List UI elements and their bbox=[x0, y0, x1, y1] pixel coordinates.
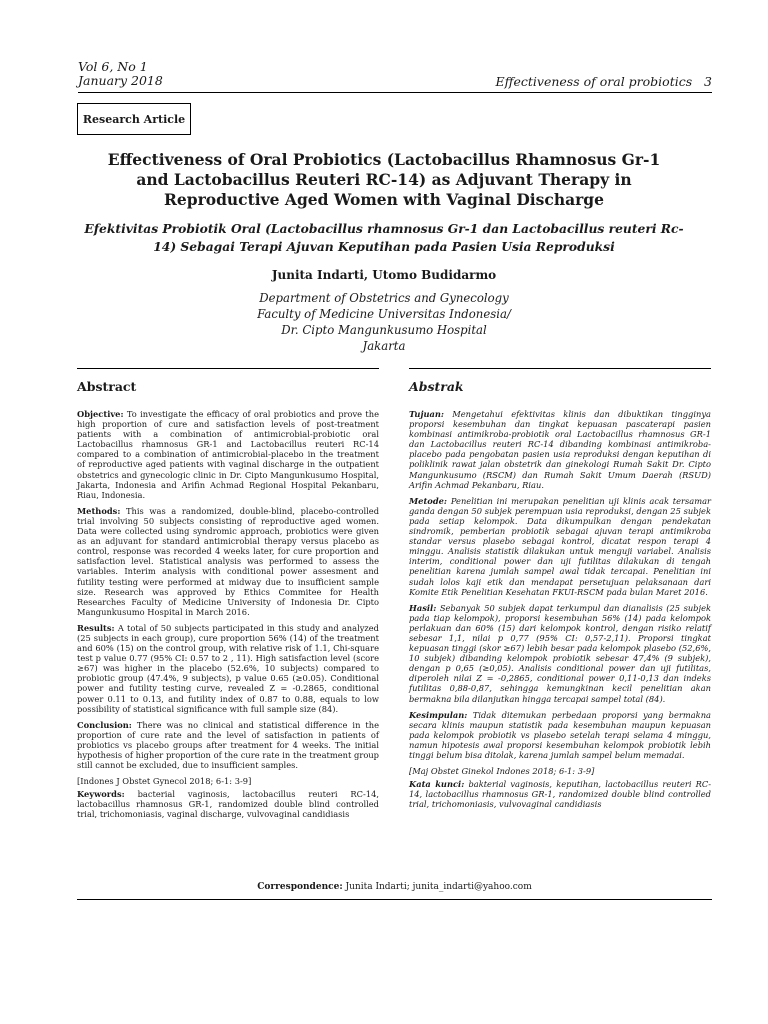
section-label: Tujuan: bbox=[409, 409, 444, 419]
affiliation-line: Jakarta bbox=[362, 339, 406, 353]
abstract-heading: Abstrak bbox=[409, 379, 464, 394]
volume-number: Vol 6, No 1 bbox=[78, 59, 148, 74]
section-text: This was a randomized, double-blind, placebo-controlled trial involving 50 subjects consisting of reproductive aged women. Data were collected using syndromic approach, probiotics were given as an adjuvant for standard antimicrobial therapy versus placebo as control, response was recorded 4 weeks later, for cure proportion and satisfaction level. Statistical analysis was performed to assess the variables. Interim analysis with conditional power assesment and futility testing were performed at midway due to insufficient sample size. Research was approved by Ethics Commitee for Health Researches Faculty of Medicine University of Indonesia Dr. Cipto Mangunkusumo Hospital in March 2016. bbox=[77, 505, 380, 617]
abstract-body bbox=[77, 409, 379, 826]
objective-paragraph bbox=[409, 409, 711, 490]
affiliation-line: Dr. Cipto Mangunkusumo Hospital bbox=[281, 323, 487, 337]
abstract-heading: Abstract bbox=[77, 379, 137, 394]
section-text: A total of 50 subjects participated in this study and analyzed (25 subjects in each group), cure proportion 56% (14) of the treatment and 60% (15) on the control group, with relative risk of 1.1, Chi-square test p value 0.77 (95% CI: 0.57 to 2 , 11). High satisfaction level (score ≥67) was higher in the placebo (52.6%, 10 subjects) compared to probiotic group (47.4%, 9 subjects), p value 0.65 (≥0.05). Conditional power and futility testing curve, revealed Z = -0.2865, conditional power 0.11 to 0.13, and futility index of 0.87 to 0.88, equals to low possibility of statistical significance with full sample size (84). bbox=[77, 622, 379, 714]
correspondence-label: Correspondence: bbox=[257, 882, 343, 892]
section-label: Results: bbox=[77, 622, 115, 633]
keywords-paragraph bbox=[409, 779, 711, 809]
article-type-badge: Research Article bbox=[77, 103, 191, 135]
abstract-body bbox=[409, 409, 711, 815]
issue-info bbox=[78, 60, 163, 88]
methods-paragraph bbox=[77, 506, 379, 617]
running-title: Effectiveness of oral probiotics 3 bbox=[495, 74, 712, 89]
section-text: Mengetahui efektivitas klinis dan dibuktikan tingginya proporsi kesembuhan dan tingkat kepuasan pascaterapi pasien kombinasi antimikroba-probiotik oral Lactobacillus rhamnosus GR-1 dan Lactobacillus reuteri RC-14 dibanding kombinasi antimikroba-placebo pada pengobatan pasien usia reproduksi dengan keputihan di poliklinik rawat jalan obstetrik dan ginekologi Rumah Sakit Dr. Cipto Mangunkusumo (RSCM) dan Rumah Sakit Umum Daerah (RSUD) Arifin Achmad Pekanbaru, Riau. bbox=[409, 409, 711, 490]
section-label: Methods: bbox=[77, 505, 121, 516]
abstract-english bbox=[77, 368, 380, 820]
article-subtitle: Efektivitas Probiotik Oral (Lactobacillus rhamnosus Gr-1 dan Lactobacillus reuteri Rc-14) Sebagai Terapi Ajuvan Keputihan pada Pasien Usia Reproduksi bbox=[84, 221, 684, 254]
conclusion-paragraph bbox=[77, 720, 379, 770]
affiliation-line: Faculty of Medicine Universitas Indonesia/ bbox=[257, 307, 511, 321]
correspondence bbox=[77, 882, 712, 900]
section-label: Conclusion: bbox=[77, 719, 132, 730]
keywords-paragraph bbox=[77, 789, 379, 819]
results-paragraph bbox=[77, 623, 379, 714]
section-text: Tidak ditemukan perbedaan proporsi yang bermakna secara klinis maupun statistik pada kesembuhan maupun kepuasan pada kelompok probiotik vs plasebo setelah terapi selama 4 minggu, namun hipotesis awal proporsi kesembuhan kelompok probiotik lebih tinggi belum bisa ditolak, karena jumlah sampel belum memadai. bbox=[409, 709, 712, 760]
author-list: Junita Indarti, Utomo Budidarmo bbox=[271, 268, 497, 282]
affiliation-line: Department of Obstetrics and Gynecology bbox=[259, 291, 509, 305]
section-label: Metode: bbox=[409, 495, 447, 506]
citation: [Indones J Obstet Gynecol 2018; 6-1: 3-9] bbox=[77, 776, 252, 787]
methods-paragraph bbox=[409, 496, 711, 597]
section-label: Keywords: bbox=[77, 789, 125, 800]
section-label: Kata kunci: bbox=[409, 779, 465, 790]
section-text: bacterial vaginosis, lactobacillus reuteri RC-14, lactobacillus rhamnosus GR-1, randomized double blind controlled trial, trichomoniasis, vaginal discharge, vulvovaginal candidiasis bbox=[77, 789, 379, 820]
affiliation bbox=[0, 290, 768, 354]
section-label: Hasil: bbox=[409, 602, 437, 613]
objective-paragraph bbox=[77, 409, 379, 500]
conclusion-paragraph bbox=[409, 710, 711, 760]
section-text: bakterial vaginosis, keputihan, lactobacillus reuteri RC-14, lactobacillus rhamnosus GR-1, randomized double blind controlled trial, trichomoniasis, vulvovaginal candidiasis bbox=[409, 779, 712, 810]
section-text: There was no clinical and statistical difference in the proportion of cure rate and the level of satisfaction in patients of probiotics vs placebo groups after treatment for 4 weeks. The initial hypothesis of higher proportion of the cure rate in the treatment group still cannot be excluded, due to insufficient samples. bbox=[77, 719, 380, 771]
results-paragraph bbox=[409, 603, 711, 704]
article-title: Effectiveness of Oral Probiotics (Lactobacillus Rhamnosus Gr-1 and Lactobacillus Reuteri RC-14) as Adjuvant Therapy in Reproductive Aged Women with Vaginal Discharge bbox=[107, 150, 661, 209]
issue-date: January 2018 bbox=[78, 73, 163, 88]
section-text: Sebanyak 50 subjek dapat terkumpul dan dianalisis (25 subjek pada tiap kelompok), proporsi kesembuhan 56% (14) pada kelompok perlakuan dan 60% (15) dari kelompok kontrol, dengan risiko relatif sebesar 1,1, nilai p 0,77 (95% CI: 0,57-2,11). Proporsi tingkat kepuasan tinggi (skor ≥67) lebih besar pada kelompok plasebo (52,6%, 10 subjek) dibanding kelompok probiotik sebesar 47,4% (9 subjek), dengan p 0,65 (≥0,05). Analisis conditional power dan uji futilitas, diperoleh nilai Z = -0,2865, conditional power 0,11-0,13 dan indeks futilitas 0,88-0,87, sehingga kemungkinan kecil penelitian akan bermakna bila dilanjutkan hingga tercapai sampel total (84). bbox=[409, 602, 712, 704]
correspondence-text: Junita Indarti; junita_indarti@yahoo.com bbox=[345, 882, 532, 892]
section-text: To investigate the efficacy of oral probiotics and prove the high proportion of cure and satisfaction levels of post-treatment patients with a combination of antimicrobial-probiotic oral Lactobacillus rhamnosus GR-1 and Lactobacillus reuteri RC-14 compared to a combination of antimicrobial-placebo in the treatment of reproductive aged patients with vaginal discharge in the outpatient obstetrics and gynecologic clinic in Dr. Cipto Mangunkusumo Hospital, Jakarta, Indonesia and Arifin Achmad Regional Hospital Pekanbaru, Riau, Indonesia. bbox=[77, 409, 380, 500]
section-label: Kesimpulan: bbox=[409, 709, 468, 720]
running-header bbox=[78, 60, 712, 93]
citation: [Maj Obstet Ginekol Indones 2018; 6-1: 3-9] bbox=[409, 766, 595, 777]
abstract-indonesian bbox=[409, 368, 712, 810]
section-label: Objective: bbox=[77, 409, 124, 419]
section-text: Penelitian ini merupakan penelitian uji klinis acak tersamar ganda dengan 50 subjek perempuan usia reproduksi, dengan 25 subjek pada setiap kelompok. Data dikumpulkan dengan pendekatan sindromik, pemberian probiotik sebagai ajuvan terapi antimikroba standar versus plasebo sebagai kontrol, dicatat respon terapi 4 minggu. Analisis statistik dilakukan untuk menguji variabel. Analisis interim, conditional power dan uji futilitas dilakukan di tengah penelitian karena jumlah sampel awal tidak tercapai. Penelitian ini sudah lolos kaji etik dan mendapat persetujuan pelaksanaan dari Komite Etik Penelitian Kesehatan FKUI-RSCM pada bulan Maret 2016. bbox=[409, 495, 712, 597]
